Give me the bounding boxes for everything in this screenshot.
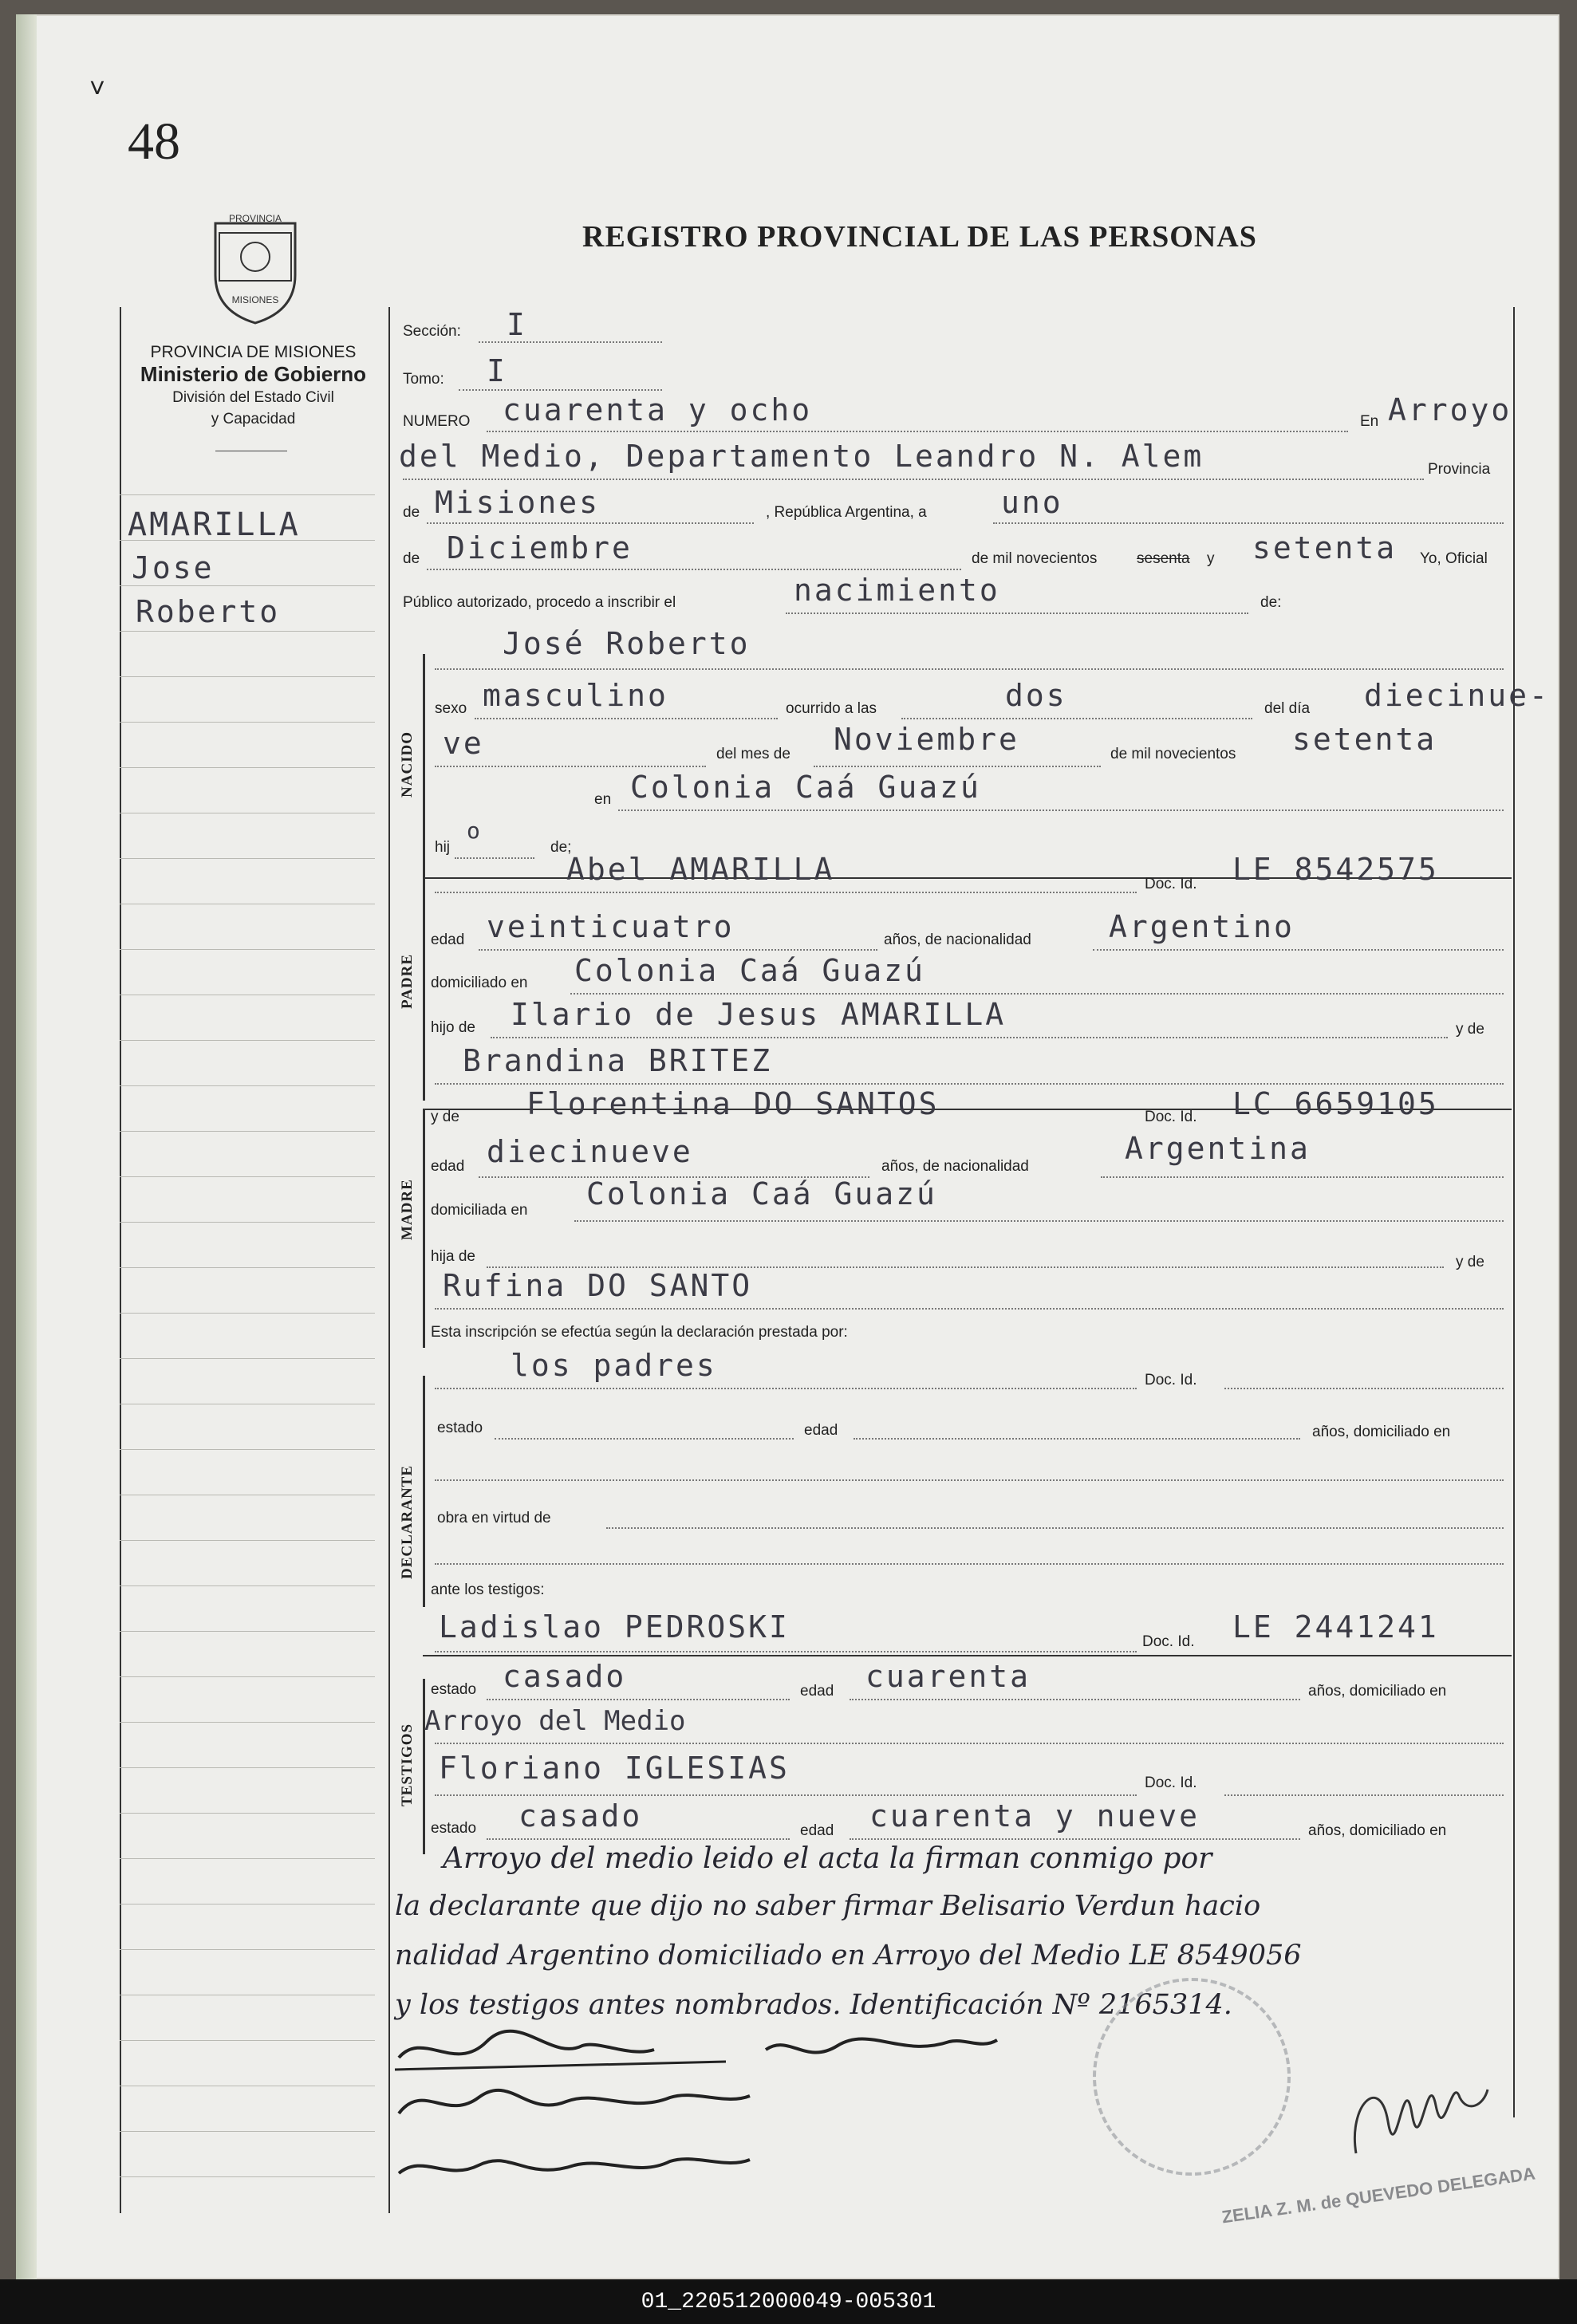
margin-rule-line	[120, 1767, 375, 1768]
value-testigo2-edad: cuarenta y nueve	[869, 1798, 1200, 1834]
label-ante: ante los testigos:	[431, 1582, 545, 1598]
value-seccion: I	[507, 307, 527, 342]
stamp-text: ZELIA Z. M. de QUEVEDO DELEGADA	[1220, 2163, 1537, 2227]
margin-rule-line	[120, 1131, 375, 1132]
label-y-de-3: y de	[1456, 1254, 1484, 1270]
margin-rule-line	[120, 949, 375, 950]
value-anio: setenta	[1252, 530, 1398, 565]
margin-rule-line	[120, 1858, 375, 1859]
margin-rule-line	[120, 1585, 375, 1586]
value-padre-y-de: Brandina BRITEZ	[463, 1043, 773, 1078]
province-label: PROVINCIA DE MISIONES	[150, 343, 357, 361]
value-dia-nac: diecinue-	[1364, 678, 1550, 713]
value-numero: cuarenta y ocho	[503, 392, 813, 427]
label-dom-declarante: años, domiciliado en	[1312, 1424, 1451, 1440]
note-line-3: nalidad Argentino domiciliado en Arroyo del Medio LE 8549056	[395, 1940, 1302, 1971]
value-acto: nacimiento	[794, 573, 1000, 608]
label-y-de-2: y de	[431, 1109, 459, 1125]
margin-rule-line	[120, 585, 375, 586]
margin-rule-line	[120, 631, 375, 632]
margin-rule-line	[120, 1040, 375, 1041]
label-dom-t1: años, domiciliado en	[1308, 1683, 1447, 1700]
label-de-mil: de mil novecientos	[972, 550, 1098, 567]
label-edad-declarante: edad	[804, 1422, 838, 1439]
label-inscripcion: Esta inscripción se efectúa según la declaración prestada por:	[431, 1324, 848, 1341]
left-header	[120, 343, 387, 430]
margin-rule-line	[120, 1676, 375, 1677]
value-testigo1-doc: LE 2441241	[1232, 1609, 1439, 1645]
side-label-madre: MADRE	[399, 1179, 416, 1240]
value-padre-hijo-de: Ilario de Jesus AMARILLA	[511, 997, 1007, 1032]
label-y-de-1: y de	[1456, 1021, 1484, 1038]
value-padre-edad: veinticuatro	[487, 909, 735, 944]
value-declarante: los padres	[511, 1348, 717, 1383]
margin-rule-line	[120, 1222, 375, 1223]
margin-rule-line	[120, 1085, 375, 1086]
margin-name-1: Jose	[132, 550, 215, 585]
margin-surname: AMARILLA	[128, 506, 301, 543]
seal-top-text: PROVINCIA	[228, 213, 282, 224]
value-hijo: o	[467, 817, 483, 844]
label-edad-madre: edad	[431, 1158, 465, 1175]
value-mes-nac: Noviembre	[834, 722, 1019, 757]
value-sexo: masculino	[483, 678, 668, 713]
margin-rule-line	[120, 676, 375, 677]
label-estado-declarante: estado	[437, 1420, 483, 1436]
margin-rule-line	[120, 1631, 375, 1632]
label-dom-t2: años, domiciliado en	[1308, 1822, 1447, 1839]
province-seal-icon	[203, 207, 307, 327]
label-hijo-de: hijo de	[431, 1019, 475, 1036]
margin-rule-line	[120, 1813, 375, 1814]
margin-rule-line	[120, 1358, 375, 1359]
note-line-1: Arroyo del medio leido el acta la firman conmigo por	[443, 1842, 1212, 1875]
margin-rule-line	[120, 2176, 375, 2177]
margin-rule-line	[120, 1313, 375, 1314]
value-madre-nombre: Florentina DO SANTOS	[526, 1086, 940, 1121]
value-lugar: del Medio, Departamento Leandro N. Alem	[399, 439, 1204, 474]
label-seccion: Sección:	[403, 323, 461, 340]
value-hora: dos	[1005, 678, 1067, 713]
margin-rule-line	[120, 1949, 375, 1950]
label-doc-madre: Doc. Id.	[1145, 1109, 1197, 1125]
label-ocurrido: ocurrido a las	[786, 700, 877, 717]
label-del-mes: del mes de	[716, 746, 790, 762]
label-estado-t1: estado	[431, 1681, 477, 1698]
side-label-declarante: DECLARANTE	[399, 1464, 416, 1579]
value-dia: uno	[1001, 485, 1063, 520]
note-line-4: y los testigos antes nombrados. Identificación Nº 2165314.	[395, 1989, 1232, 2021]
margin-rule-line	[120, 1449, 375, 1450]
margin-name-2: Roberto	[136, 594, 281, 629]
signatures	[391, 2026, 1149, 2209]
label-numero: NUMERO	[403, 413, 471, 430]
value-testigo2-estado: casado	[518, 1798, 643, 1834]
check-mark: ˅	[89, 73, 105, 104]
page-title: REGISTRO PROVINCIAL DE LAS PERSONAS	[582, 220, 1257, 254]
label-edad-t2: edad	[800, 1822, 834, 1839]
page-number: 48	[128, 112, 180, 171]
margin-rule-line	[120, 722, 375, 723]
label-publico: Público autorizado, procedo a inscribir el	[403, 594, 676, 611]
label-y: y	[1207, 550, 1215, 567]
ministry-label: Ministerio de Gobierno	[140, 362, 367, 386]
value-madre-hija-de: Rufina DO SANTO	[443, 1268, 753, 1303]
value-madre-doc: LC 6659105	[1232, 1086, 1439, 1121]
label-obra: obra en virtud de	[437, 1510, 551, 1526]
value-testigo1-dom: Arroyo del Medio	[424, 1705, 686, 1737]
value-madre-edad: diecinueve	[487, 1134, 693, 1169]
label-hij: hij	[435, 839, 451, 856]
margin-rule-line	[120, 1540, 375, 1541]
margin-rule-line	[120, 2040, 375, 2041]
side-label-testigos: TESTIGOS	[399, 1723, 416, 1806]
value-testigo2: Floriano IGLESIAS	[439, 1751, 790, 1786]
margin-rule-line	[120, 767, 375, 768]
division-label: División del Estado Civil	[172, 389, 334, 406]
note-line-2: la declarante que dijo no saber firmar Belisario Verdun hacio	[395, 1890, 1261, 1922]
value-testigo1-edad: cuarenta	[865, 1659, 1031, 1694]
value-padre-dom: Colonia Caá Guazú	[574, 953, 925, 988]
value-mes: Diciembre	[447, 530, 633, 565]
label-de-semi: de;	[550, 839, 572, 856]
label-tomo: Tomo:	[403, 371, 444, 388]
label-hija-de: hija de	[431, 1248, 475, 1265]
label-provincia: Provincia	[1428, 461, 1491, 478]
value-anio-nac: setenta	[1292, 722, 1437, 757]
label-de-mil-nov: de mil novecientos	[1110, 746, 1236, 762]
side-label-nacido: NACIDO	[399, 731, 416, 798]
side-label-padre: PADRE	[399, 953, 416, 1009]
value-nombre: José Roberto	[503, 626, 751, 661]
label-en-lugar: en	[594, 791, 612, 808]
label-yo-oficial: Yo, Oficial	[1420, 550, 1488, 567]
margin-rule-line	[120, 1267, 375, 1268]
value-testigo1: Ladislao PEDROSKI	[439, 1609, 790, 1645]
label-sesenta: sesenta	[1137, 550, 1190, 567]
value-lugar-nac: Colonia Caá Guazú	[630, 770, 981, 805]
label-sexo: sexo	[435, 700, 467, 717]
value-madre-nac: Argentina	[1125, 1131, 1311, 1166]
value-padre-doc: LE 8542575	[1232, 852, 1439, 887]
value-provincia: Misiones	[435, 485, 601, 520]
value-madre-dom: Colonia Caá Guazú	[586, 1176, 937, 1211]
label-en: En	[1360, 413, 1379, 430]
value-dia-nac-2: ve	[443, 726, 484, 761]
margin-rule-line	[120, 1176, 375, 1177]
margin-rule-line	[120, 494, 375, 495]
label-nac-padre: años, de nacionalidad	[884, 932, 1031, 948]
label-edad-padre: edad	[431, 932, 465, 948]
page-binding	[16, 14, 37, 2279]
value-en: Arroyo	[1388, 392, 1512, 427]
margin-rule-line	[120, 2131, 375, 2132]
capacity-label: y Capacidad	[211, 411, 296, 427]
label-de-1: de	[403, 504, 420, 521]
label-nac-madre: años, de nacionalidad	[881, 1158, 1029, 1175]
seal-bottom-text: MISIONES	[231, 294, 279, 305]
official-stamp	[1093, 1978, 1291, 2176]
label-doc-testigo1: Doc. Id.	[1142, 1633, 1195, 1650]
footer-filename: 01_220512000049-005301	[0, 2279, 1577, 2324]
label-republica: , República Argentina, a	[766, 504, 927, 521]
label-doc-padre: Doc. Id.	[1145, 876, 1197, 892]
label-edad-t1: edad	[800, 1683, 834, 1700]
label-doc-declarante: Doc. Id.	[1145, 1372, 1197, 1388]
label-dom-padre: domiciliado en	[431, 975, 528, 991]
label-de-2: de	[403, 550, 420, 567]
label-del-dia: del día	[1264, 700, 1311, 717]
label-doc-testigo2: Doc. Id.	[1145, 1775, 1197, 1791]
value-padre-nac: Argentino	[1109, 909, 1295, 944]
label-de-colon: de:	[1260, 594, 1282, 611]
label-dom-madre: domiciliada en	[431, 1202, 528, 1219]
value-padre-nombre: Abel AMARILLA	[566, 852, 835, 887]
value-testigo1-estado: casado	[503, 1659, 627, 1694]
value-tomo: I	[487, 353, 507, 388]
margin-rule-line	[120, 1722, 375, 1723]
official-signature	[1332, 2058, 1492, 2161]
label-estado-t2: estado	[431, 1820, 477, 1837]
margin-rule-line	[120, 858, 375, 859]
